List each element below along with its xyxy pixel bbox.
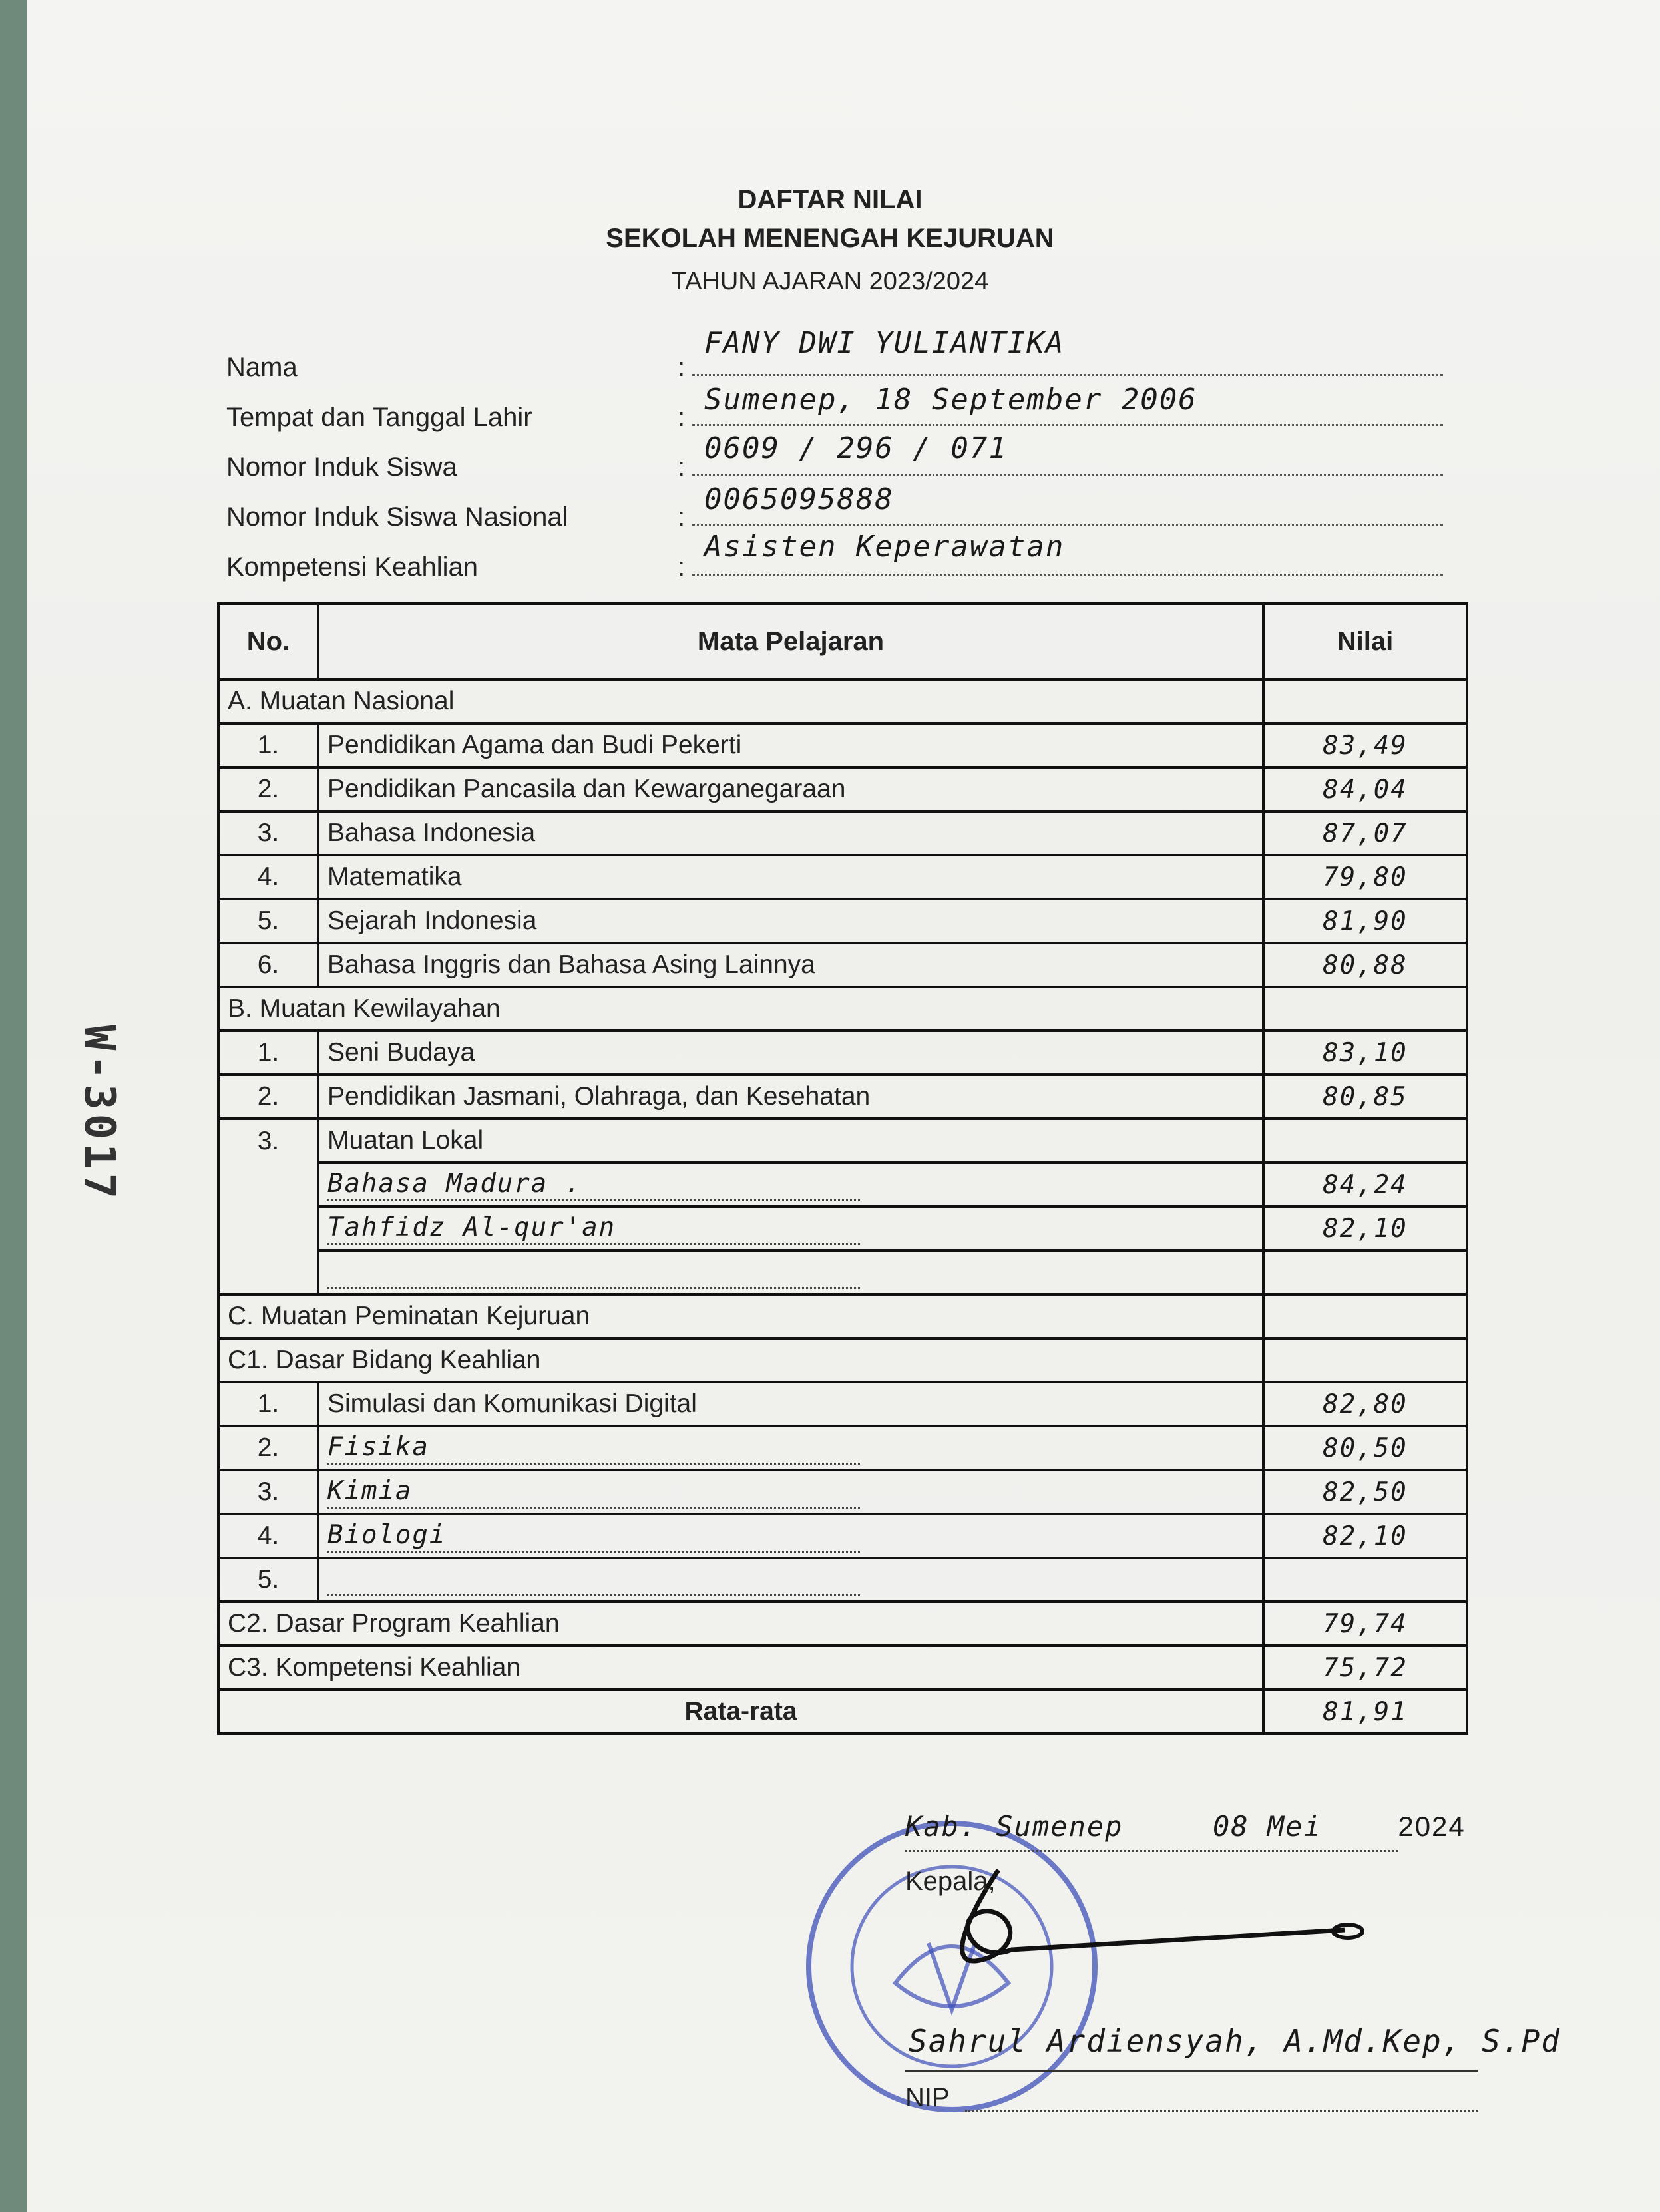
nisn-label: Nomor Induk Siswa Nasional	[226, 502, 568, 532]
table-row	[218, 855, 1467, 899]
colon: :	[678, 453, 686, 482]
dotted-line	[692, 424, 1443, 426]
subject-handwritten: Fisika	[327, 1432, 860, 1465]
row-grade: 83,49	[1263, 723, 1467, 767]
row-subject-empty	[318, 1250, 1263, 1294]
header-grade: Nilai	[1263, 604, 1467, 679]
row-grade: 84,04	[1263, 767, 1467, 811]
header-no: No.	[218, 604, 318, 679]
average-label: Rata-rata	[218, 1690, 1263, 1734]
row-grade: 87,07	[1263, 811, 1467, 855]
row-no: 6.	[218, 943, 318, 987]
table-row	[218, 1514, 1467, 1558]
colon: :	[678, 353, 686, 382]
local-content-title: Muatan Lokal	[318, 1119, 1263, 1163]
row-subject: Pendidikan Pancasila dan Kewarganegaraan	[318, 767, 1263, 811]
row-grade: 82,50	[1263, 1470, 1467, 1514]
dotted-line	[692, 574, 1443, 576]
row-no: 1.	[218, 1382, 318, 1426]
competence-value: Asisten Keperawatan	[704, 530, 1065, 564]
table-row	[218, 1382, 1467, 1426]
row-no: 1.	[218, 1031, 318, 1075]
place-date	[905, 1810, 1466, 1843]
local-subject-1: Bahasa Madura .	[327, 1169, 860, 1201]
row-no: 1.	[218, 723, 318, 767]
table-row	[218, 1426, 1467, 1470]
row-subject: Sejarah Indonesia	[318, 899, 1263, 943]
section-c1-label: C1. Dasar Bidang Keahlian	[218, 1338, 1263, 1382]
row-no: 2.	[218, 1075, 318, 1119]
section-c-label: C. Muatan Peminatan Kejuruan	[218, 1294, 1263, 1338]
row-no: 2.	[218, 1426, 318, 1470]
row-grade: 82,10	[1263, 1206, 1467, 1250]
table-row	[218, 1558, 1467, 1602]
dotted-line	[692, 524, 1443, 526]
place-text: Kab. Sumenep	[905, 1810, 1124, 1843]
row-no: 5.	[218, 1558, 318, 1602]
row-subject	[318, 1206, 1263, 1250]
table-row	[218, 1163, 1467, 1206]
section-b-label: B. Muatan Kewilayahan	[218, 987, 1263, 1031]
header-subject: Mata Pelajaran	[318, 604, 1263, 679]
row-subject	[318, 1470, 1263, 1514]
subject-handwritten: Biologi	[327, 1520, 860, 1553]
empty-dotted-line	[327, 1256, 860, 1289]
competence-label: Kompetensi Keahlian	[226, 552, 479, 582]
place-dotted-line	[905, 1850, 1398, 1852]
row-grade: 80,88	[1263, 943, 1467, 987]
table-row	[218, 943, 1467, 987]
birth-value: Sumenep, 18 September 2006	[704, 383, 1197, 417]
colon: :	[678, 502, 686, 532]
row-no: 3.	[218, 811, 318, 855]
row-subject: Seni Budaya	[318, 1031, 1263, 1075]
kepala-label: Kepala,	[905, 1867, 996, 1896]
name-label: Nama	[226, 353, 298, 382]
row-grade: 84,24	[1263, 1163, 1467, 1206]
side-stamp-number: W-3017	[75, 1025, 124, 1203]
row-subject-empty	[318, 1558, 1263, 1602]
row-no: 4.	[218, 1514, 318, 1558]
row-no: 2.	[218, 767, 318, 811]
date-text: 08 Mei	[1213, 1810, 1322, 1843]
section-row	[218, 679, 1467, 723]
average-row	[218, 1690, 1467, 1734]
colon: :	[678, 403, 686, 432]
average-grade: 81,91	[1263, 1690, 1467, 1734]
table-row	[218, 1646, 1467, 1690]
table-row	[218, 1470, 1467, 1514]
nisn-value: 0065095888	[704, 482, 894, 516]
row-subject	[318, 1514, 1263, 1558]
row-grade: 80,85	[1263, 1075, 1467, 1119]
academic-year: TAHUN AJARAN 2023/2024	[671, 268, 989, 295]
empty-dotted-line	[327, 1564, 860, 1596]
signer-underline	[905, 2070, 1478, 2072]
row-grade: 81,90	[1263, 899, 1467, 943]
c2-grade: 79,74	[1263, 1602, 1467, 1646]
row-no: 4.	[218, 855, 318, 899]
row-subject	[318, 1163, 1263, 1206]
nis-value: 0609 / 296 / 071	[704, 431, 1008, 465]
row-no: 3.	[218, 1470, 318, 1514]
c3-label: C3. Kompetensi Keahlian	[218, 1646, 1263, 1690]
section-a-label: A. Muatan Nasional	[218, 679, 1263, 723]
school-name: SEKOLAH MENENGAH KEJURUAN	[606, 224, 1054, 253]
c3-grade: 75,72	[1263, 1646, 1467, 1690]
local-subject-2: Tahfidz Al-qur'an	[327, 1212, 860, 1245]
nip-label: NIP	[905, 2083, 950, 2112]
birth-label: Tempat dan Tanggal Lahir	[226, 403, 532, 432]
document-title: DAFTAR NILAI	[737, 185, 923, 214]
grades-table	[217, 602, 1468, 1735]
year-text: 2024	[1398, 1811, 1466, 1842]
table-row	[218, 767, 1467, 811]
row-subject: Pendidikan Agama dan Budi Pekerti	[318, 723, 1263, 767]
nis-label: Nomor Induk Siswa	[226, 453, 457, 482]
table-row	[218, 899, 1467, 943]
dotted-line	[692, 474, 1443, 476]
row-subject: Pendidikan Jasmani, Olahraga, dan Kesehatan	[318, 1075, 1263, 1119]
row-subject: Matematika	[318, 855, 1263, 899]
row-subject	[318, 1426, 1263, 1470]
row-subject: Bahasa Inggris dan Bahasa Asing Lainnya	[318, 943, 1263, 987]
table-row	[218, 1602, 1467, 1646]
name-value: FANY DWI YULIANTIKA	[704, 326, 1065, 360]
row-grade: 83,10	[1263, 1031, 1467, 1075]
table-row	[218, 1119, 1467, 1163]
row-no: 5.	[218, 899, 318, 943]
colon: :	[678, 552, 686, 582]
signer-name: Sahrul Ardiensyah, A.Md.Kep, S.Pd	[909, 2023, 1561, 2059]
table-row	[218, 1075, 1467, 1119]
table-header-row	[218, 604, 1467, 679]
row-grade: 80,50	[1263, 1426, 1467, 1470]
subject-handwritten: Kimia	[327, 1476, 860, 1509]
row-grade: 82,10	[1263, 1514, 1467, 1558]
table-row	[218, 1250, 1467, 1294]
dotted-line	[692, 374, 1443, 376]
row-grade: 82,80	[1263, 1382, 1467, 1426]
table-row	[218, 1031, 1467, 1075]
row-no: 3.	[218, 1119, 318, 1294]
section-row	[218, 987, 1467, 1031]
table-row	[218, 811, 1467, 855]
table-row	[218, 1206, 1467, 1250]
c2-label: C2. Dasar Program Keahlian	[218, 1602, 1263, 1646]
nip-dotted-line	[965, 2110, 1478, 2112]
row-subject: Bahasa Indonesia	[318, 811, 1263, 855]
row-grade: 79,80	[1263, 855, 1467, 899]
table-row	[218, 723, 1467, 767]
section-row	[218, 1294, 1467, 1338]
section-row	[218, 1338, 1467, 1382]
row-subject: Simulasi dan Komunikasi Digital	[318, 1382, 1263, 1426]
